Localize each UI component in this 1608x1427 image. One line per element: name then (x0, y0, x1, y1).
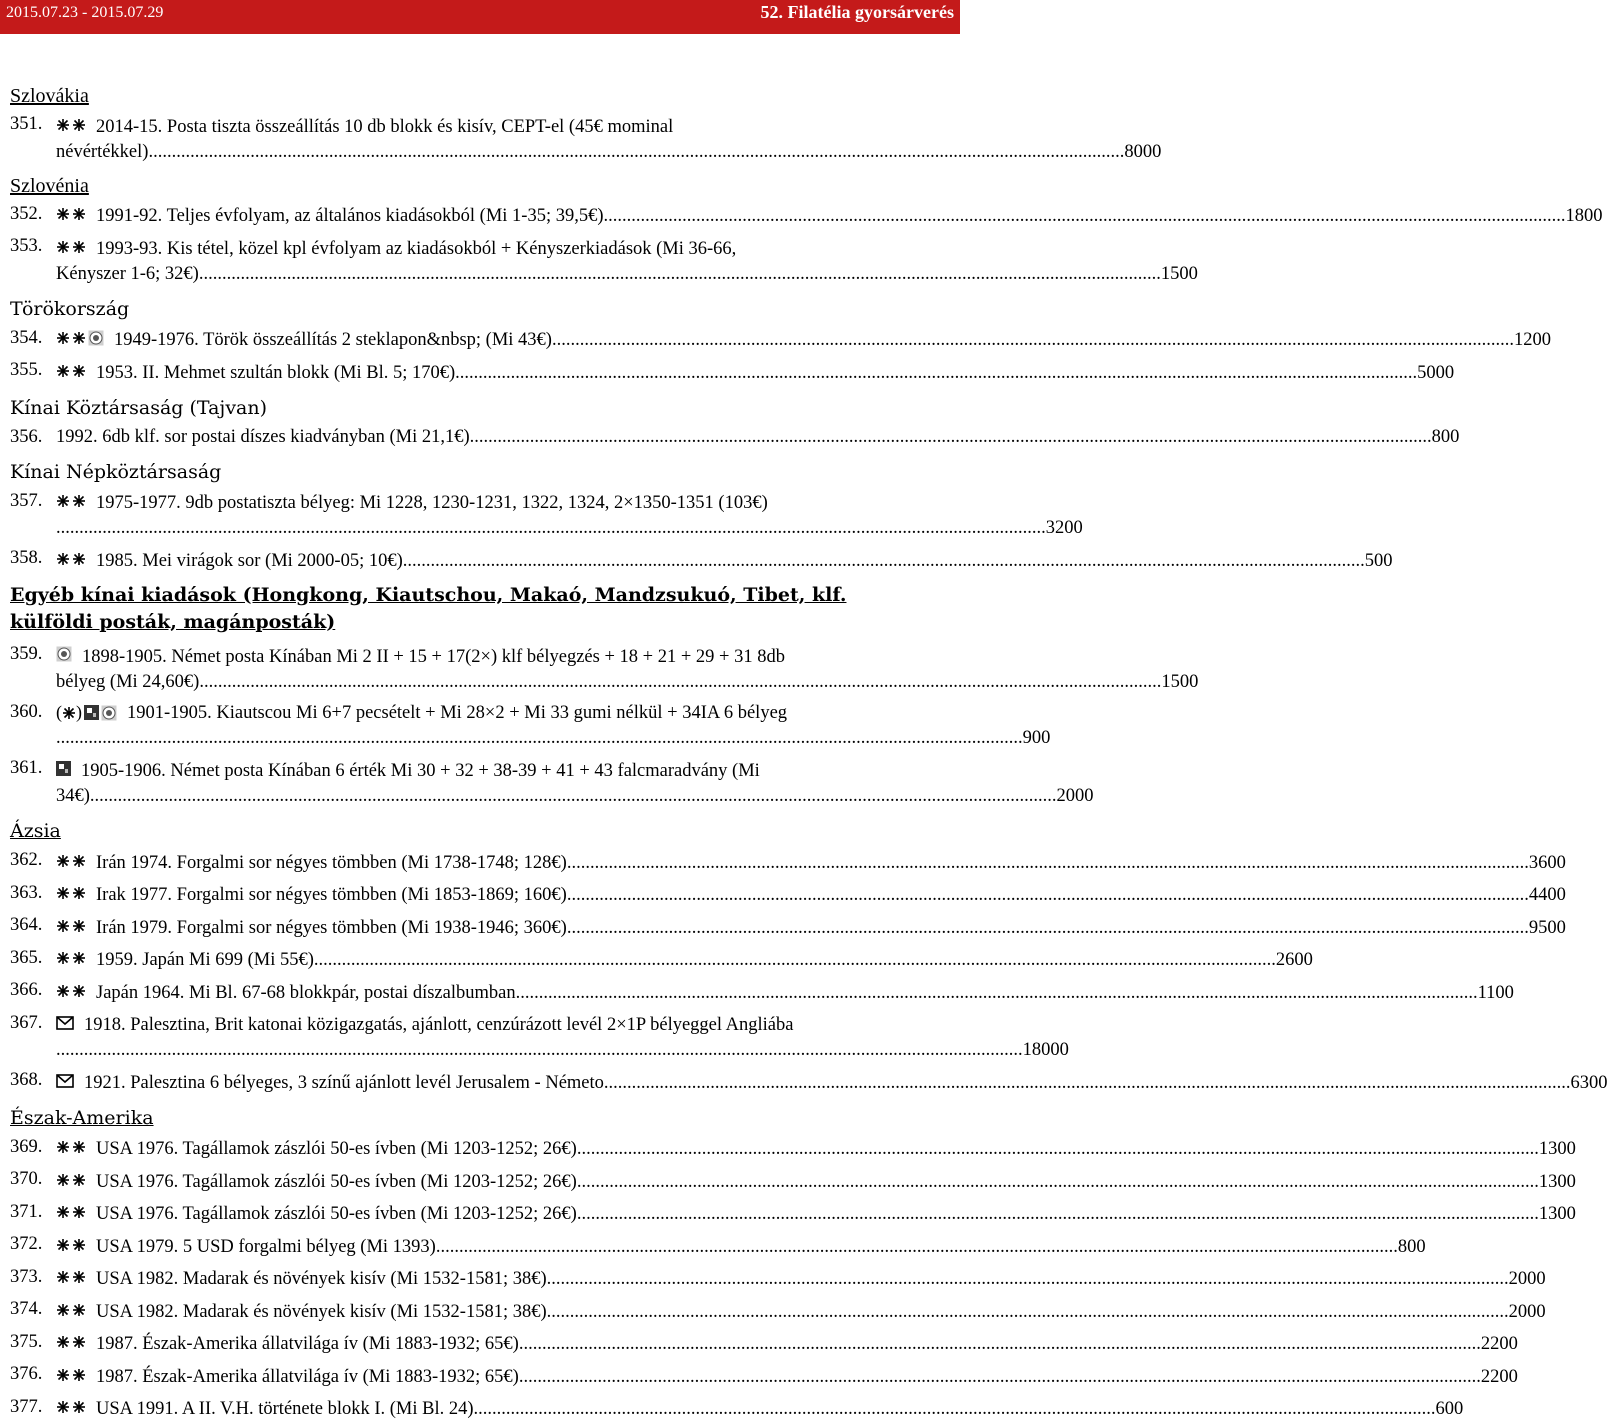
dot-leader (516, 981, 1478, 1006)
lot-price: 1300 (1538, 1171, 1576, 1192)
star-icon (72, 1173, 86, 1187)
dot-leader (577, 1170, 1539, 1195)
lot-number: 363. (10, 882, 43, 903)
star-icon (56, 207, 70, 221)
lot-price: 900 (1022, 728, 1051, 748)
lot-item (10, 700, 1051, 751)
star-icon (56, 919, 70, 933)
condition-icons (56, 848, 96, 873)
dot-leader (552, 328, 1514, 353)
lot-item (10, 1362, 1518, 1390)
lot-description: Irán 1979. Forgalmi sor négyes tömbben (Mi 1938-1946; 360€) (96, 917, 567, 938)
dot-leader (567, 883, 1529, 908)
lot-number: 352. (10, 203, 43, 224)
lot-description: 1993-93. Kis tétel, közel kpl évfolyam az kiadásokból + Kényszerkiadások (Mi 36-66, (96, 238, 737, 259)
lot-number: 374. (10, 1299, 43, 1319)
lot-description: Japán 1964. Mi Bl. 67-68 blokkpár, postai díszalbumban (96, 982, 516, 1003)
double-star-icon (56, 1400, 86, 1414)
lot-item (10, 946, 1313, 974)
lot-number: 357. (10, 490, 43, 511)
lot-description: 1918. Palesztina, Brit katonai közigazgatás, ajánlott, cenzúrázott levél 2×1P bélyeggel Angliába (84, 1015, 794, 1035)
dot-leader (567, 851, 1529, 876)
section-heading: Egyéb kínai kiadások (Hongkong, Kiautschou, Makaó, Mandzsukuó, Tibet, klf. külföldi posták, magánposták) (10, 583, 847, 633)
lot-item (10, 881, 1566, 909)
section-heading: Ázsia (10, 820, 61, 842)
dot-leader (567, 916, 1529, 941)
dot-leader (577, 1202, 1539, 1227)
dot-leader (519, 1332, 1481, 1357)
section-heading: Törökország (10, 297, 130, 320)
star-icon (72, 118, 86, 132)
dot-leader (455, 361, 1417, 386)
lot-description: 2014-15. Posta tiszta összeállítás 10 db blokk és kisív, CEPT-el (45€ mominal (96, 116, 674, 137)
star-icon (56, 494, 70, 508)
star-icon (56, 118, 70, 132)
section-heading: Észak-Amerika (10, 1106, 154, 1129)
lot-description: 1991-92. Teljes évfolyam, az általános kiadásokból (Mi 1-35; 39,5€) (96, 206, 604, 226)
star-icon (56, 1270, 70, 1284)
lot-item (10, 1297, 1546, 1325)
condition-icons (56, 1395, 96, 1420)
lot-description: USA 1982. Madarak és növények kisív (Mi 1532-1581; 38€) (96, 1269, 547, 1289)
lot-number: 377. (10, 1396, 43, 1417)
lot-item (10, 1068, 1608, 1096)
lot-description: 1987. Észak-Amerika állatvilága ív (Mi 1883-1932; 65€) (96, 1334, 519, 1354)
lot-item (10, 913, 1566, 941)
postmark-circle-icon (101, 705, 117, 721)
condition-icons (56, 1362, 96, 1387)
star-icon (72, 552, 86, 566)
lot-number: 355. (10, 360, 43, 380)
lot-price: 500 (1364, 550, 1393, 571)
dot-leader (547, 1267, 1509, 1292)
condition-icons (56, 756, 81, 781)
lot-description: 34€). (56, 786, 95, 806)
star-icon (56, 1400, 70, 1414)
lot-number: 368. (10, 1070, 43, 1090)
lot-description: bélyeg (Mi 24,60€) (56, 672, 200, 692)
lot-price: 2200 (1480, 1366, 1518, 1387)
lot-number: 370. (10, 1169, 43, 1189)
dot-leader (470, 425, 1432, 450)
star-icon (72, 494, 86, 508)
star-icon (72, 1368, 86, 1382)
lot-description: névértékkel)... (56, 141, 163, 162)
lot-price: 1200 (1513, 330, 1551, 350)
condition-icons (56, 326, 114, 351)
lot-number: 376. (10, 1364, 43, 1384)
dot-leader (474, 1397, 1436, 1422)
lot-item (10, 1265, 1546, 1293)
star-icon (72, 1238, 86, 1252)
star-icon (72, 854, 86, 868)
double-star-icon (56, 919, 86, 933)
lot-description: Irak 1977. Forgalmi sor négyes tömbben (Mi 1853-1869; 160€) (96, 885, 567, 905)
lot-price: 3600 (1528, 852, 1566, 873)
star-icon (56, 1335, 70, 1349)
lot-number: 367. (10, 1012, 43, 1033)
star-icon (72, 1303, 86, 1317)
star-icon (56, 1140, 70, 1154)
double-star-icon (56, 364, 86, 378)
lot-item (10, 1330, 1518, 1358)
lot-number: 366. (10, 980, 43, 1000)
star-icon (56, 552, 70, 566)
star-icon (72, 1400, 86, 1414)
section-heading: Kínai Népköztársaság (10, 460, 222, 483)
condition-icons (56, 546, 96, 571)
lot-price: 5000 (1417, 362, 1455, 383)
lot-description: Kényszer 1-6; 32€) (56, 263, 199, 284)
condition-icons (56, 1297, 96, 1322)
lot-number: 371. (10, 1201, 43, 1222)
lot-description: Irán 1974. Forgalmi sor négyes tömbben (Mi 1738-1748; 128€) (96, 852, 567, 873)
star-icon (72, 331, 86, 345)
condition-icons (56, 1200, 96, 1225)
double-star-icon (56, 1238, 86, 1252)
dot-leader (604, 204, 1566, 229)
lot-price: 18000 (1022, 1040, 1069, 1060)
condition-icons (56, 1135, 96, 1160)
lot-number: 372. (10, 1234, 43, 1254)
star-icon (72, 240, 86, 254)
lot-number: 354. (10, 327, 43, 348)
lot-description: USA 1976. Tagállamok zászlói 50-es ívben (Mi 1203-1252; 26€) (96, 1204, 577, 1224)
condition-icons (56, 1167, 96, 1192)
lot-item (10, 978, 1514, 1006)
lot-description: USA 1979. 5 USD forgalmi bélyeg (Mi 1393) (96, 1236, 436, 1257)
header-bar (0, 0, 960, 34)
section-heading: Kínai Köztársaság (Tajvan) (10, 396, 268, 419)
condition-icons (56, 700, 127, 725)
star-icon (56, 1205, 70, 1219)
lot-number: 359. (10, 643, 43, 664)
lot-price: 1100 (1477, 982, 1514, 1003)
lot-item (10, 234, 1198, 287)
envelope-icon (56, 1016, 74, 1030)
condition-icons (56, 1265, 96, 1290)
condition-icons (56, 881, 96, 906)
double-star-icon (56, 1335, 86, 1349)
lot-number: 364. (10, 915, 43, 935)
lot-item (10, 756, 1094, 809)
lot-item (10, 546, 1393, 574)
dot-leader (519, 1365, 1481, 1390)
lot-price: 2000 (1508, 1301, 1546, 1322)
dot-leader (95, 784, 1057, 809)
condition-icons (56, 642, 82, 667)
lot-description: 1987. Észak-Amerika állatvilága ív (Mi 1883-1932; 65€) (96, 1366, 519, 1387)
star-icon (62, 706, 76, 720)
dot-leader (199, 262, 1161, 287)
lot-description: ...... (56, 518, 84, 538)
star-icon (56, 854, 70, 868)
postmark-circle-icon (56, 646, 72, 662)
double-star-icon (56, 1270, 86, 1284)
lot-description: USA 1976. Tagállamok zászlói 50-es ívben (Mi 1203-1252; 26€) (96, 1171, 577, 1192)
star-icon (56, 331, 70, 345)
condition-icons (56, 1330, 96, 1355)
lot-number: 356. (10, 426, 43, 447)
lot-item (10, 848, 1566, 876)
condition-icons (56, 358, 96, 383)
condition-icons (56, 202, 96, 227)
star-icon (56, 1173, 70, 1187)
lot-item (10, 425, 1460, 450)
condition-icons (56, 234, 96, 259)
lot-item (10, 642, 1199, 696)
lot-description: . (56, 728, 61, 748)
star-icon (72, 919, 86, 933)
hinged-square-icon (56, 761, 71, 776)
star-icon (72, 984, 86, 998)
double-star-icon (56, 207, 86, 221)
double-star-icon (56, 1303, 86, 1317)
star-icon (56, 1368, 70, 1382)
condition-icons (56, 1068, 84, 1093)
lot-description: 1901-1905. Kiautscou Mi 6+7 pecsételt + Mi 28×2 + Mi 33 gumi nélkül + 34IA 6 bélyeg (127, 703, 788, 723)
lot-item (10, 1200, 1576, 1228)
double-star-icon (56, 331, 86, 345)
lot-description: USA 1982. Madarak és növények kisív (Mi 1532-1581; 38€) (96, 1301, 547, 1322)
lot-description: 1949-1976. Török összeállítás 2 steklapon&nbsp; (Mi 43€) (114, 330, 552, 350)
lot-price: 6300 (1570, 1072, 1608, 1093)
star-icon (72, 886, 86, 900)
lot-item (10, 1135, 1576, 1163)
lot-price: 1500 (1161, 672, 1199, 692)
lot-item (10, 358, 1455, 386)
condition-icons (56, 112, 96, 137)
lot-price: 1800 (1565, 206, 1603, 226)
postmark-circle-icon (88, 330, 104, 346)
condition-icons (56, 1232, 96, 1257)
lot-price: 8000 (1124, 141, 1162, 162)
condition-icons (56, 1011, 84, 1036)
lot-description: 1921. Palesztina 6 bélyeges, 3 színű ajánlott levél Jerusalem - Németo. (84, 1072, 609, 1093)
double-star-icon (56, 1368, 86, 1382)
lot-price: 600 (1435, 1399, 1464, 1419)
star-icon (72, 1140, 86, 1154)
double-star-icon (56, 886, 86, 900)
lot-number: 353. (10, 236, 43, 256)
lot-price: 1300 (1538, 1139, 1576, 1159)
double-star-icon (56, 951, 86, 965)
lot-description: 1898-1905. Német posta Kínában Mi 2 II + 15 + 17(2×) klf bélyegzés + 18 + 21 + 29 + 31 8db (82, 647, 785, 667)
dot-leader (609, 1071, 1571, 1096)
lot-price: 1300 (1538, 1204, 1576, 1224)
lot-item (10, 1011, 1069, 1064)
double-star-icon (56, 1140, 86, 1154)
star-icon (72, 951, 86, 965)
dot-leader (403, 549, 1365, 574)
star-icon (56, 984, 70, 998)
lot-item (10, 1395, 1464, 1423)
lot-description: USA 1991. A II. V.H. története blokk I. (Mi Bl. 24) (96, 1399, 474, 1419)
auction-title: 52. Filatélia gyorsárverés (760, 2, 954, 22)
star-icon (56, 240, 70, 254)
double-star-icon (56, 854, 86, 868)
lot-number: 369. (10, 1136, 43, 1157)
star-icon (56, 951, 70, 965)
lot-description: . (56, 1040, 61, 1060)
dot-leader (162, 140, 1124, 165)
double-star-icon (56, 552, 86, 566)
lot-number: 361. (10, 758, 43, 778)
lot-price: 1500 (1160, 263, 1198, 284)
lot-number: 351. (10, 114, 43, 134)
lot-list (10, 80, 1608, 1427)
lot-description: 1975-1977. 9db postatiszta bélyeg: Mi 1228, 1230-1231, 1322, 1324, 2×1350-1351 (103€) (96, 493, 768, 513)
lot-price: 4400 (1528, 885, 1566, 905)
lot-price: 3200 (1045, 518, 1083, 538)
lot-number: 358. (10, 548, 43, 568)
lot-number: 373. (10, 1266, 43, 1287)
hinged-square-icon (84, 705, 99, 720)
double-star-icon (56, 240, 86, 254)
section-heading: Szlovákia (10, 85, 89, 107)
lot-price: 2000 (1056, 786, 1094, 806)
double-star-icon (56, 118, 86, 132)
star-icon (72, 1335, 86, 1349)
star-icon (72, 1270, 86, 1284)
lot-price: 2600 (1275, 950, 1313, 970)
dot-leader (199, 670, 1161, 695)
lot-item (10, 1167, 1576, 1195)
star-icon (72, 1205, 86, 1219)
condition-icons (56, 489, 96, 514)
star-icon (56, 1238, 70, 1252)
condition-icons (56, 946, 96, 971)
star-icon (56, 886, 70, 900)
star-icon (56, 1303, 70, 1317)
parenthesized-star-icon: ( ) (56, 702, 82, 722)
lot-number: 375. (10, 1331, 43, 1352)
lot-description: 1959. Japán Mi 699 (Mi 55€) (96, 950, 314, 970)
dot-leader (436, 1235, 1398, 1260)
dot-leader (61, 726, 1023, 751)
lot-item (10, 489, 1083, 542)
lot-description: 1953. II. Mehmet szultán blokk (Mi Bl. 5; 170€) (96, 362, 456, 383)
star-icon (56, 364, 70, 378)
lot-price: 800 (1431, 426, 1460, 447)
lot-price: 2000 (1508, 1269, 1546, 1289)
lot-item (10, 1232, 1426, 1260)
lot-description: USA 1976. Tagállamok zászlói 50-es ívben (Mi 1203-1252; 26€) (96, 1139, 577, 1159)
double-star-icon (56, 1173, 86, 1187)
section-heading: Szlovénia (10, 174, 89, 197)
lot-description: 1985. Mei virágok sor (Mi 2000-05; 10€) (96, 550, 403, 571)
lot-item (10, 202, 1603, 230)
lot-number: 360. (10, 702, 43, 722)
condition-icons (56, 913, 96, 938)
lot-price: 2200 (1480, 1334, 1518, 1354)
double-star-icon (56, 984, 86, 998)
auction-dates: 2015.07.23 - 2015.07.29 (6, 4, 164, 21)
lot-price: 9500 (1528, 917, 1566, 938)
star-icon (72, 207, 86, 221)
lot-item (10, 112, 1162, 165)
dot-leader (547, 1300, 1509, 1325)
double-star-icon (56, 494, 86, 508)
dot-leader (314, 948, 1276, 973)
lot-item (10, 326, 1551, 354)
lot-description: 1992. 6db klf. sor postai díszes kiadványban (Mi 21,1€) (56, 426, 470, 447)
lot-number: 365. (10, 947, 43, 968)
dot-leader (577, 1137, 1539, 1162)
lot-description: 1905-1906. Német posta Kínában 6 érték Mi 30 + 32 + 38-39 + 41 + 43 falcmaradvány (Mi (81, 761, 760, 781)
envelope-icon (56, 1074, 74, 1088)
condition-icons (56, 978, 96, 1003)
dot-leader (84, 516, 1046, 541)
lot-price: 800 (1397, 1236, 1426, 1257)
dot-leader (61, 1038, 1023, 1063)
lot-number: 362. (10, 850, 43, 870)
star-icon (72, 364, 86, 378)
double-star-icon (56, 1205, 86, 1219)
